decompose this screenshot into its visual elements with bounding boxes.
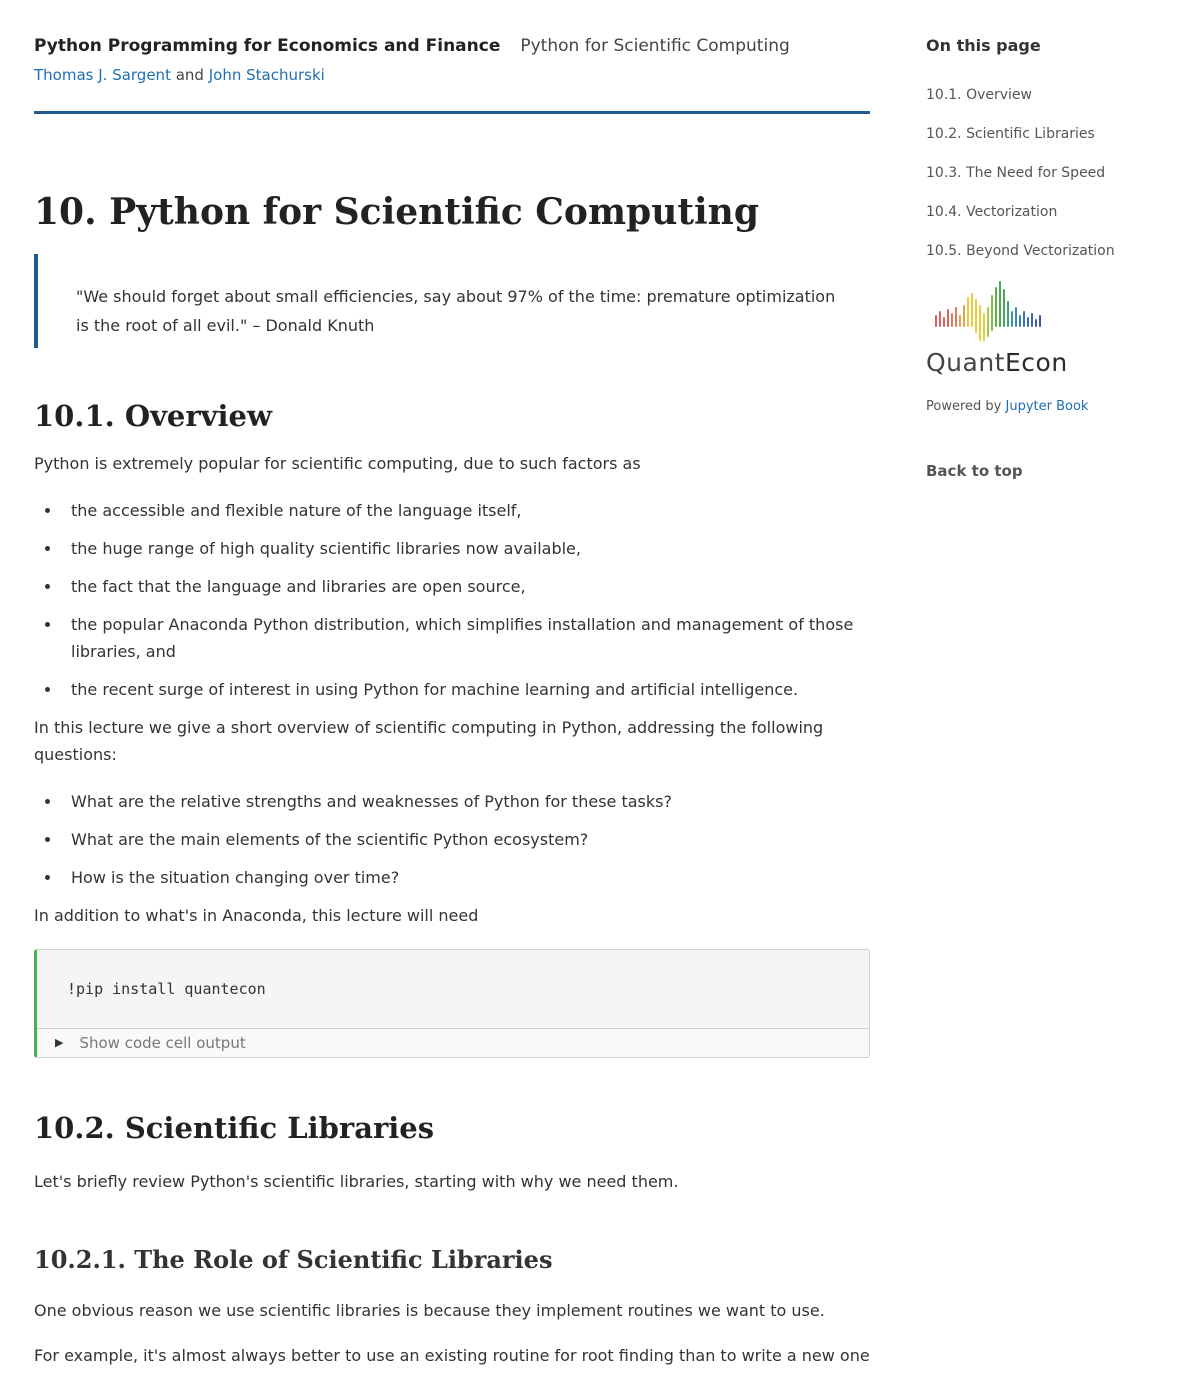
author-link-stachurski[interactable]: John Stachurski <box>208 66 325 84</box>
show-output-label: Show code cell output <box>79 1034 246 1052</box>
header-divider <box>34 111 870 114</box>
list-item: How is the situation changing over time? <box>34 864 870 891</box>
page-toc <box>926 85 1166 261</box>
quantecon-wordmark: QuantEcon <box>926 348 1068 377</box>
page-breadcrumb: Python for Scientific Computing <box>520 36 790 56</box>
powered-by-label: Powered by <box>926 399 1002 414</box>
code-cell <box>34 949 870 1058</box>
quote-text: "We should forget about small efficiencies, say about 97% of the time: premature optimization is the root of all evil." – Donald Knuth <box>76 287 836 335</box>
right-sidebar <box>926 36 1166 480</box>
triangle-right-icon: ▶ <box>55 1036 64 1049</box>
epigraph-quote <box>34 254 870 348</box>
author-separator: and <box>175 66 204 84</box>
subsection-heading-role: 10.2.1. The Role of Scientific Libraries <box>34 1245 553 1274</box>
list-item: the huge range of high quality scientific libraries now available, <box>34 535 870 562</box>
list-item: What are the main elements of the scientific Python ecosystem? <box>34 826 870 853</box>
page-title: 10. Python for Scientific Computing <box>34 191 760 233</box>
page-header <box>34 36 870 84</box>
lecture-intro: In this lecture we give a short overview of scientific computing in Python, addressing the following questions: <box>34 718 824 764</box>
on-this-page-heading: On this page <box>926 36 1041 55</box>
list-item: the accessible and flexible nature of the language itself, <box>34 497 870 524</box>
site-title[interactable]: Python Programming for Economics and Finance <box>34 36 501 56</box>
anaconda-note: In addition to what's in Anaconda, this lecture will need <box>34 906 479 925</box>
list-item: the fact that the language and libraries are open source, <box>34 573 870 600</box>
toc-item-overview[interactable]: 10.1. Overview <box>926 87 1032 103</box>
toc-item-vectorization[interactable]: 10.4. Vectorization <box>926 204 1058 220</box>
back-to-top-link[interactable]: Back to top <box>926 462 1023 480</box>
powered-by <box>926 399 1166 414</box>
list-item: the popular Anaconda Python distribution, which simplifies installation and management of those libraries, and <box>34 611 870 665</box>
list-item: What are the relative strengths and weaknesses of Python for these tasks? <box>34 788 870 815</box>
quantecon-logo[interactable] <box>926 280 1086 377</box>
section-heading-libraries: 10.2. Scientific Libraries <box>34 1111 435 1145</box>
main-content <box>34 186 870 1369</box>
jupyter-book-link[interactable]: Jupyter Book <box>1005 399 1089 414</box>
toc-item-need-for-speed[interactable]: 10.3. The Need for Speed <box>926 165 1106 181</box>
toc-item-beyond-vectorization[interactable]: 10.5. Beyond Vectorization <box>926 243 1115 259</box>
libraries-intro: Let's briefly review Python's scientific libraries, starting with why we need them. <box>34 1172 679 1191</box>
factors-list <box>34 497 870 703</box>
code-input[interactable]: !pip install quantecon <box>67 980 266 998</box>
section-heading-overview: 10.1. Overview <box>34 399 272 433</box>
author-link-sargent[interactable]: Thomas J. Sargent <box>34 66 171 84</box>
list-item: the recent surge of interest in using Python for machine learning and artificial intelligence. <box>34 676 870 703</box>
authors <box>34 66 870 84</box>
show-output-toggle[interactable] <box>37 1028 869 1057</box>
role-paragraph-2: For example, it's almost always better to use an existing routine for root finding than to write a new one <box>34 1346 870 1365</box>
toc-item-scientific-libraries[interactable]: 10.2. Scientific Libraries <box>926 126 1095 142</box>
role-paragraph-1: One obvious reason we use scientific libraries is because they implement routines we want to use. <box>34 1301 825 1320</box>
quantecon-logo-bars <box>926 280 1076 346</box>
questions-list <box>34 788 870 891</box>
overview-intro: Python is extremely popular for scientific computing, due to such factors as <box>34 454 641 473</box>
